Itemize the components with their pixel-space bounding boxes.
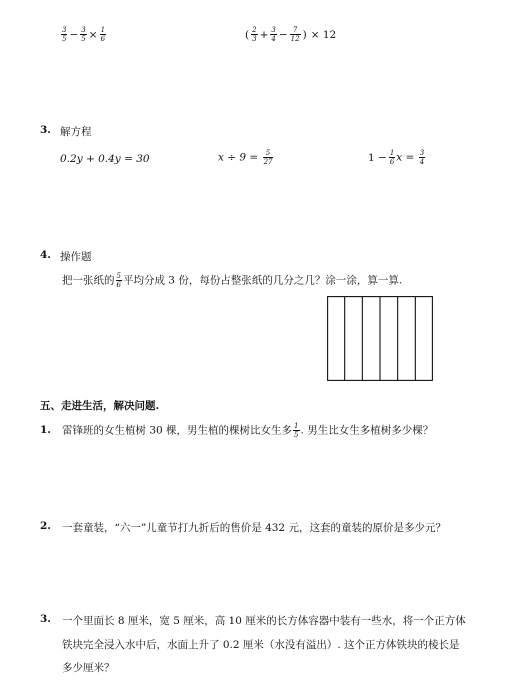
- fraction: $\frac{5}{27}$: [263, 149, 273, 166]
- problem-2-number: 2.: [40, 520, 51, 532]
- fraction: $\frac{7}{12}$: [290, 26, 300, 43]
- fraction: $\frac{3}{5}$: [81, 26, 86, 43]
- paper-strip-diagram: [327, 296, 433, 381]
- fraction: $\frac{3}{5}$: [62, 26, 67, 43]
- fraction: $\frac{3}{4}$: [271, 26, 276, 43]
- problem-3-line-3: 多少厘米？: [62, 662, 115, 674]
- fraction: $\frac{1}{6}$: [100, 26, 106, 43]
- problem-2-text: 一套童装，“六一”儿童节打九折后的售价是 432 元，这套的童装的原价是多少元？: [62, 522, 446, 534]
- question-4-text: 把一张纸的 $\frac{5}{6}$ 平均分成 3 份，每份占整张纸的几分之几？涂一涂，算一算.: [62, 272, 403, 289]
- equation-1: 0.2y + 0.4y = 30: [60, 153, 150, 165]
- problem-3-line-2: 铁块完全浸入水中后，水面上升了 0.2 厘米（水没有溢出）. 这个正方体铁块的棱长是: [62, 639, 460, 651]
- section-5-title: 五、走进生活，解决问题.: [40, 400, 160, 412]
- problem-3-number: 3.: [40, 613, 51, 625]
- fraction: $\frac{2}{3}$: [252, 26, 257, 43]
- problem-1-number: 1.: [40, 424, 51, 436]
- calc-right-expression: ( $\frac{2}{3}$ + $\frac{3}{4}$ − $\frac{7}{12}$ ) × 12: [245, 26, 337, 43]
- fraction: $\frac{1}{6}$: [389, 149, 395, 166]
- problem-3-line-1: 一个里面长 8 厘米，宽 5 厘米，高 10 厘米的长方体容器中装有一些水，将一个正方体: [62, 615, 466, 627]
- question-4-title: 操作题: [60, 251, 92, 263]
- problem-1-text: 雷锋班的女生植树 30 棵，男生植的棵树比女生多 $\frac{1}{5}$ . 男生比女生多植树多少棵？: [62, 422, 434, 439]
- fraction: $\frac{5}{6}$: [116, 272, 121, 289]
- fraction: $\frac{3}{4}$: [419, 149, 425, 166]
- fraction: $\frac{1}{5}$: [294, 422, 299, 439]
- calc-left-expression: $\frac{3}{5}$ − $\frac{3}{5}$ × $\frac{1}{6}$: [62, 26, 106, 43]
- paper-strips-svg: [327, 296, 433, 381]
- question-4-number: 4.: [40, 249, 51, 261]
- equation-2: x ÷ 9 = $\frac{5}{27}$: [218, 149, 273, 166]
- question-3-title: 解方程: [60, 126, 92, 138]
- equation-3: 1 − $\frac{1}{6}$ x = $\frac{3}{4}$: [368, 149, 425, 166]
- question-3-number: 3.: [40, 124, 51, 136]
